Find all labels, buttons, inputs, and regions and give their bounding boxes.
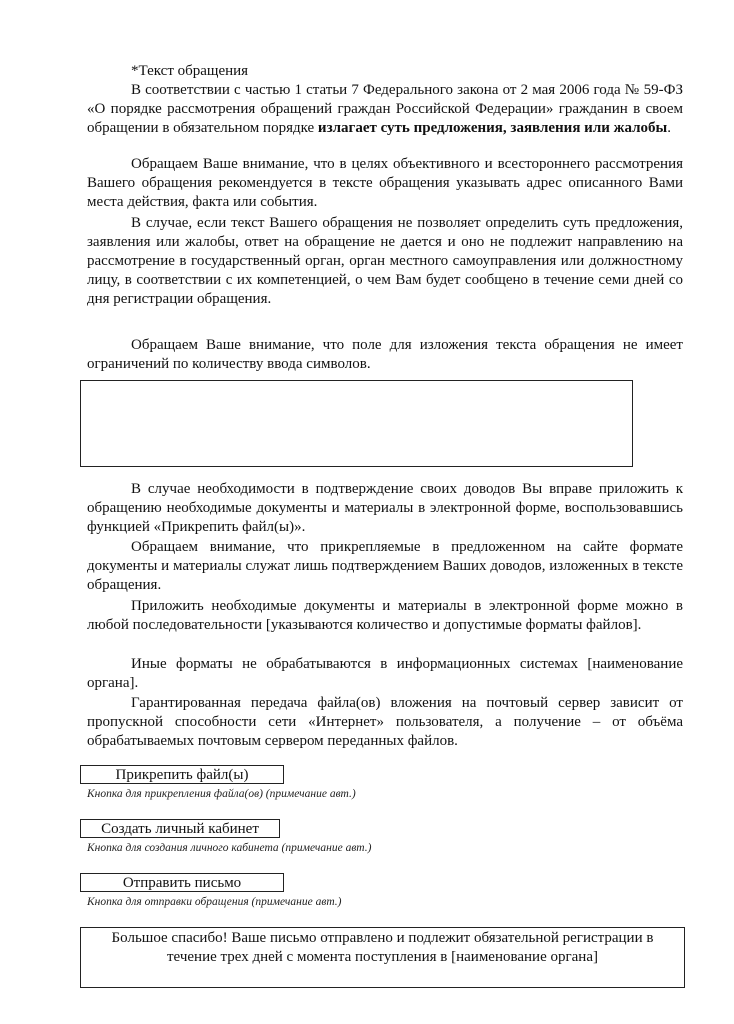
send-letter-button[interactable]: Отправить письмо (80, 873, 284, 892)
recommendation-paragraph (87, 155, 683, 212)
no-limit-paragraph (87, 336, 683, 374)
no-limit-text: Обращаем Ваше внимание, что поле для изложения текста обращения не имеет ограничений по количеству ввода символов. (87, 337, 683, 372)
legal-basis-end: . (667, 120, 672, 136)
legal-basis-paragraph (87, 81, 683, 138)
send-button-note: Кнопка для отправки обращения (примечание авт.) (87, 896, 342, 908)
text-field-title: *Текст обращения (131, 63, 249, 79)
legal-basis-text: В соответствии с частью 1 статьи 7 Федерального закона от 2 мая 2006 года № 59-ФЗ «О порядке рассмотрения обращений граждан Российской Федерации» гражданин в своем обращении в обязательном порядке (87, 82, 683, 136)
create-account-button[interactable]: Создать личный кабинет (80, 819, 280, 838)
legal-basis-emphasis: излагает суть предложения, заявления или жалобы (317, 120, 668, 136)
other-formats-text: Иные форматы не обрабатываются в информационных системах [наименование органа]. (87, 656, 683, 691)
attachment-order-text: Приложить необходимые документы и материалы в электронной форме можно в любой последовательности [указываются количество и допустимые форматы файлов]. (87, 598, 683, 633)
appeal-text-input[interactable] (80, 380, 633, 467)
rejection-text: В случае, если текст Вашего обращения не позволяет определить суть предложения, заявления или жалобы, ответ на обращение не дается и оно не подлежит направлению на рассмотрение в государственный орган, орган местного самоуправления или должностному лицу, в соответствии с их компетенцией, о чем Вам будет сообщено в течение семи дней со дня регистрации обращения. (87, 215, 683, 307)
confirmation-message: Большое спасибо! Ваше письмо отправлено и подлежит обязательной регистрации в течение трех дней с момента поступления в [наименование органа] (80, 927, 685, 988)
transfer-guarantee-paragraph (87, 694, 683, 751)
transfer-guarantee-text: Гарантированная передача файла(ов) вложения на почтовый сервер зависит от пропускной способности сети «Интернет» пользователя, а получение – от объёма обрабатываемых почтовым сервером переданных файлов. (87, 695, 683, 749)
attachment-right-text: В случае необходимости в подтверждение своих доводов Вы вправе приложить к обращению необходимые документы и материалы в электронной форме, воспользовавшись функцией «Прикрепить файл(ы)». (87, 481, 683, 535)
create-account-note: Кнопка для создания личного кабинета (примечание авт.) (87, 842, 372, 854)
rejection-paragraph (87, 214, 683, 309)
attachment-order-paragraph (87, 597, 683, 635)
recommendation-text: Обращаем Ваше внимание, что в целях объективного и всестороннего рассмотрения Вашего обращения рекомендуется в тексте обращения указывать адрес описанного Вами места действия, факта или события. (87, 156, 683, 210)
attachment-purpose-paragraph (87, 538, 683, 595)
attach-button-note: Кнопка для прикрепления файла(ов) (примечание авт.) (87, 788, 356, 800)
attachment-purpose-text: Обращаем внимание, что прикрепляемые в предложенном на сайте формате документы и материалы служат лишь подтверждением Ваших доводов, изложенных в тексте обращения. (87, 539, 683, 593)
attach-files-button[interactable]: Прикрепить файл(ы) (80, 765, 284, 784)
attachment-right-paragraph (87, 480, 683, 537)
other-formats-paragraph (87, 655, 683, 693)
